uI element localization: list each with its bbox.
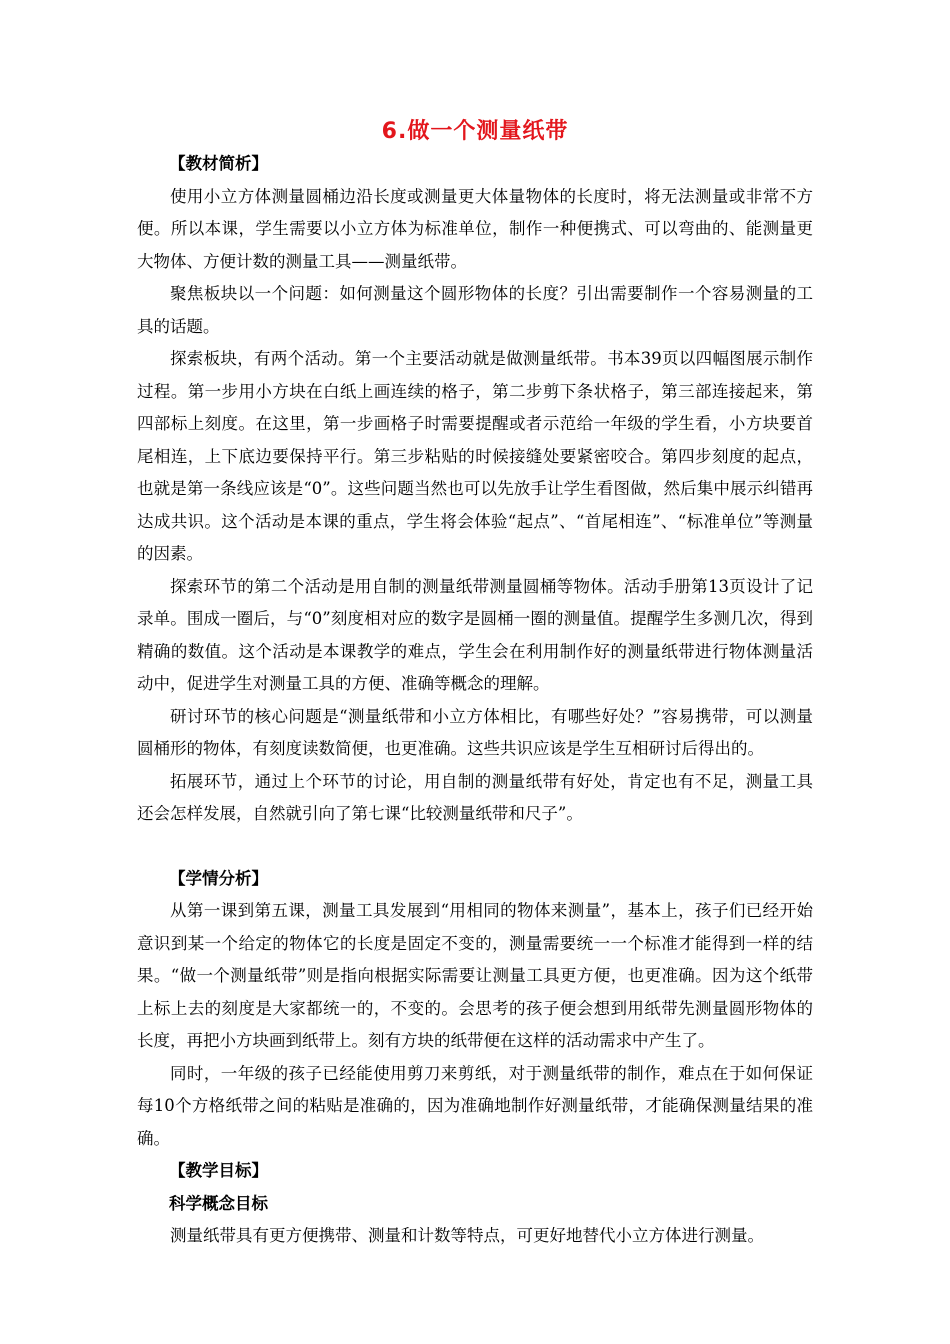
paragraph: 测量纸带具有更方便携带、测量和计数等特点，可更好地替代小立方体进行测量。 xyxy=(170,1226,764,1245)
section-heading-student-analysis: 【学情分析】 xyxy=(169,868,268,888)
subheading-science-concept-goal: 科学概念目标 xyxy=(169,1193,268,1213)
section-spacer xyxy=(137,831,813,863)
section-heading-teaching-goals: 【教学目标】 xyxy=(169,1161,268,1180)
paragraph: 从第一课到第五课，测量工具发展到“用相同的物体来测量”，基本上，孩子们已经开始意识到某一个给定的物体它的长度是固定不变的，测量需要统一一个标准才能得到一样的结果。“做一个测量纸带”则是指向根据实际需要让测量工具更方便，也更准确。因为这个纸带上标上去的刻度是大家都统一的，不变的。会思考的孩子便会想到用纸带先测量圆形物体的长度，再把小方块画到纸带上。刻有方块的纸带便在这样的活动需求中产生了。 xyxy=(137,901,813,1050)
paragraph: 研讨环节的核心问题是“测量纸带和小立方体相比，有哪些好处？”容易携带，可以测量圆桶形的物体，有刻度读数简便，也更准确。这些共识应该是学生互相研讨后得出的。 xyxy=(137,706,813,758)
page-title: 6.做一个测量纸带 xyxy=(381,119,569,144)
paragraph: 同时，一年级的孩子已经能使用剪刀来剪纸，对于测量纸带的制作，难点在于如何保证每10个方格纸带之间的粘贴是准确的，因为准确地制作好测量纸带，才能确保测量结果的准确。 xyxy=(137,1063,813,1148)
paragraph: 拓展环节，通过上个环节的讨论，用自制的测量纸带有好处，肯定也有不足，测量工具还会怎样发展，自然就引向了第七课“比较测量纸带和尺子”。 xyxy=(137,771,813,823)
document-body xyxy=(137,148,813,1253)
paragraph: 探索板块，有两个活动。第一个主要活动就是做测量纸带。书本39页以四幅图展示制作过程。第一步用小方块在白纸上画连续的格子，第二步剪下条状格子，第三部连接起来，第四部标上刻度。在这里，第一步画格子时需要提醒或者示范给一年级的学生看，小方块要首尾相连，上下底边要保持平行。第三步粘贴的时候接缝处要紧密咬合。第四步刻度的起点，也就是第一条线应该是“0”。这些问题当然也可以先放手让学生看图做，然后集中展示纠错再达成共识。这个活动是本课的重点，学生将会体验“起点”、“首尾相连”、“标准单位”等测量的因素。 xyxy=(137,349,813,563)
section-heading-textbook-analysis: 【教材简析】 xyxy=(169,154,268,173)
paragraph: 使用小立方体测量圆桶边沿长度或测量更大体量物体的长度时，将无法测量或非常不方便。所以本课，学生需要以小立方体为标准单位，制作一种便携式、可以弯曲的、能测量更大物体、方便计数的测量工具——测量纸带。 xyxy=(137,186,813,271)
paragraph: 聚焦板块以一个问题：如何测量这个圆形物体的长度？引出需要制作一个容易测量的工具的话题。 xyxy=(137,284,813,336)
paragraph: 探索环节的第二个活动是用自制的测量纸带测量圆桶等物体。活动手册第13页设计了记录单。围成一圈后，与“0”刻度相对应的数字是圆桶一圈的测量值。提醒学生多测几次，得到精确的数值。这个活动是本课教学的难点，学生会在利用制作好的测量纸带进行物体测量活动中，促进学生对测量工具的方便、准确等概念的理解。 xyxy=(137,576,813,693)
